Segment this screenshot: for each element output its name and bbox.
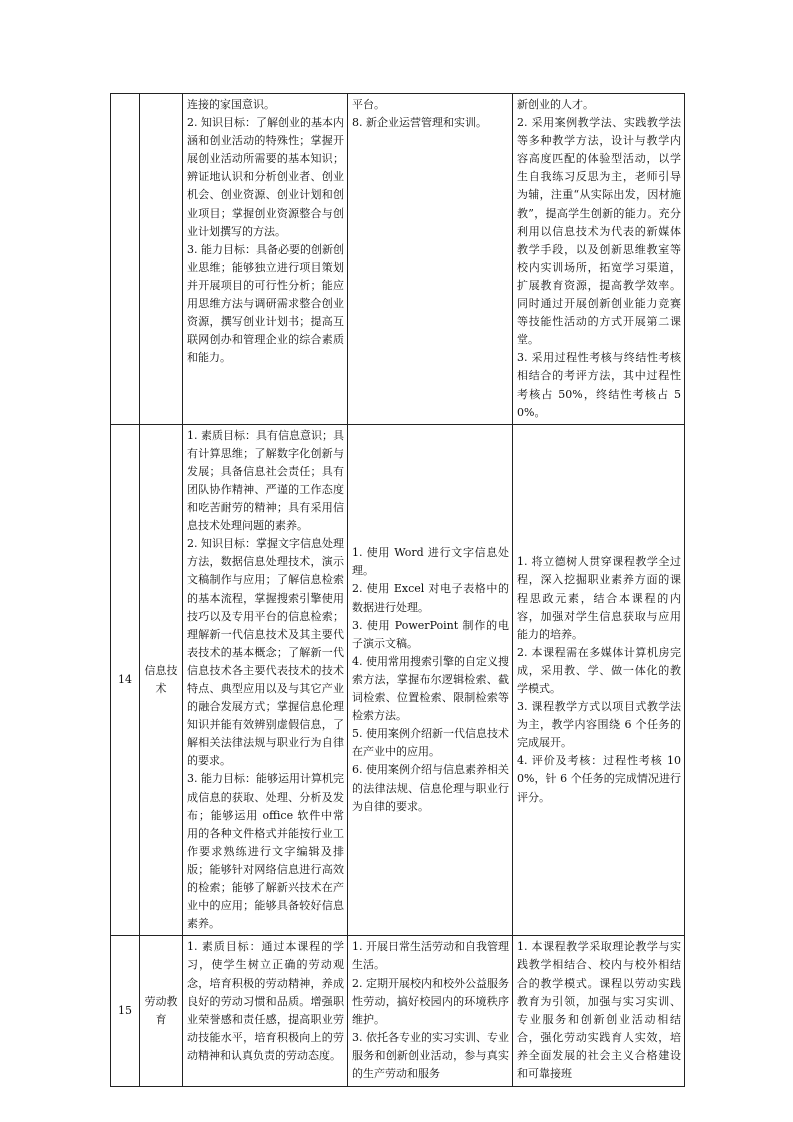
content-paragraph: 2. 使用 Excel 对电子表格中的数据进行处理。 <box>352 582 509 614</box>
requirement-paragraph: 2. 本课程需在多媒体计算机房完成，采用教、学、做一体化的教学模式。 <box>517 645 681 695</box>
requirement-paragraph: 1. 将立德树人贯穿课程教学全过程，深入挖掘职业素养方面的课程思政元素，结合本课程的内容，加强对学生信息获取与应用能力的培养。 <box>517 555 681 641</box>
content-paragraph: 4. 使用常用搜索引擎的自定义搜索方法，掌握布尔逻辑检索、截词检索、位置检索、限制检索等检索方法。 <box>352 654 509 723</box>
goal-paragraph: 1. 素质目标：通过本课程的学习，使学生树立正确的劳动观念，培育积极的劳动精神，养成良好的劳动习惯和品质。增强职业荣誉感和责任感，提高职业劳动技能水平，培育积极向上的劳动精神和认真负责的劳动态度。 <box>187 940 344 1062</box>
content-paragraph: 5. 使用案例介绍新一代信息技术在产业中的应用。 <box>352 727 509 759</box>
course-name-cell <box>140 94 183 425</box>
requirement-paragraph: 新创业的人才。 <box>517 98 594 111</box>
content-paragraph: 3. 使用 PowerPoint 制作的电子演示文稿。 <box>352 618 509 650</box>
content-paragraph: 1. 开展日常生活劳动和自我管理生活。 <box>352 940 509 972</box>
course-goals-cell <box>183 936 348 1087</box>
course-content-cell <box>348 936 513 1087</box>
requirement-paragraph: 1. 本课程教学采取理论教学与实践教学相结合、校内与校外相结合的教学模式。课程以劳动实践教育为引领，加强与实习实训、专业服务和创新创业活动相结合，强化劳动实践育人实效，培养全面发展的社会主义合格建设和可靠接班 <box>517 940 681 1080</box>
goal-paragraph: 连接的家国意识。 <box>187 98 275 111</box>
goal-paragraph: 1. 素质目标：具有信息意识；具有计算思维；了解数字化创新与发展；具备信息社会责任；具有团队协作精神、严谨的工作态度和吃苦耐劳的精神；具有采用信息技术处理问题的素养。 <box>187 428 344 533</box>
content-paragraph: 8. 新企业运营管理和实训。 <box>352 116 487 130</box>
course-content-cell <box>348 94 513 425</box>
content-paragraph: 6. 使用案例介绍与信息素养相关的法律法规、信息伦理与职业行为自律的要求。 <box>352 763 509 813</box>
teaching-requirements-cell <box>513 424 685 936</box>
table-row <box>111 94 685 425</box>
goal-paragraph: 2. 知识目标：了解创业的基本内涵和创业活动的特殊性；掌握开展创业活动所需要的基本知识；辨证地认识和分析创业者、创业机会、创业资源、创业计划和创业项目；掌握创业资源整合与创业计划撰写的方法。 <box>187 116 344 238</box>
course-goals-cell <box>183 424 348 936</box>
course-number-cell: 15 <box>111 936 140 1087</box>
requirement-paragraph: 2. 采用案例教学法、实践教学法等多种教学方法，设计与教学内容高度匹配的体验型活动，以学生自我练习反思为主，老师引导为辅，注重“从实际出发，因材施教”，提高学生创新的能力。充分利用以信息技术为代表的新媒体教学手段，以及创新思维教室等校内实训场所，拓宽学习渠道，扩展教育资源，提高教学效率。同时通过开展创新创业能力竞赛等技能性活动的方式开展第二课堂。 <box>517 116 681 347</box>
content-paragraph: 3. 依托各专业的实习实训、专业服务和创新创业活动，参与真实的生产劳动和服务 <box>352 1030 509 1080</box>
course-number-cell: 14 <box>111 424 140 936</box>
teaching-requirements-cell <box>513 94 685 425</box>
table-row <box>111 936 685 1087</box>
goal-paragraph: 2. 知识目标：掌握文字信息处理方法，数据信息处理技术，演示文稿制作与应用；了解信息检索的基本流程，掌握搜索引擎使用技巧以及专用平台的信息检索；理解新一代信息技术及其主要代表技术的基本概念；了解新一代信息技术各主要代表技术的技术特点、典型应用以及与其它产业的融合发展方式；掌握信息伦理知识并能有效辨别虚假信息，了解相关法律法规与职业行为自律的要求。 <box>187 537 344 768</box>
course-name-cell: 信息技术 <box>140 424 183 936</box>
requirement-paragraph: 4. 评价及考核：过程性考核 100%，针 6 个任务的完成情况进行评分。 <box>517 754 681 804</box>
teaching-requirements-cell <box>513 936 685 1087</box>
requirement-paragraph: 3. 采用过程性考核与终结性考核相结合的考评方法，其中过程性考核占 50%，终结性考核占 50%。 <box>517 351 681 419</box>
content-paragraph: 平台。 <box>352 98 385 111</box>
course-goals-cell <box>183 94 348 425</box>
requirement-paragraph: 3. 课程教学方式以项目式教学法为主，教学内容围绕 6 个任务的完成展开。 <box>517 700 681 750</box>
table-row <box>111 424 685 936</box>
content-paragraph: 1. 使用 Word 进行文字信息处理。 <box>352 546 509 578</box>
course-content-cell <box>348 424 513 936</box>
course-name-cell: 劳动教育 <box>140 936 183 1087</box>
content-paragraph: 2. 定期开展校内和校外公益服务性劳动，搞好校园内的环境秩序维护。 <box>352 976 509 1026</box>
course-table <box>110 93 685 1087</box>
course-number-cell <box>111 94 140 425</box>
goal-paragraph: 3. 能力目标：能够运用计算机完成信息的获取、处理、分析及发布；能够运用 office 软件中常用的各种文件格式并能按行业工作要求熟练进行文字编辑及排版；能够针对网络信息进行高效的检索；能够了解新兴技术在产业中的应用；能够具备较好信息素养。 <box>187 772 344 931</box>
goal-paragraph: 3. 能力目标：具备必要的创新创业思维；能够独立进行项目策划并开展项目的可行性分析；能应用思维方法与调研需求整合创业资源，撰写创业计划书；提高互联网创办和管理企业的综合素质和能力。 <box>187 242 344 365</box>
